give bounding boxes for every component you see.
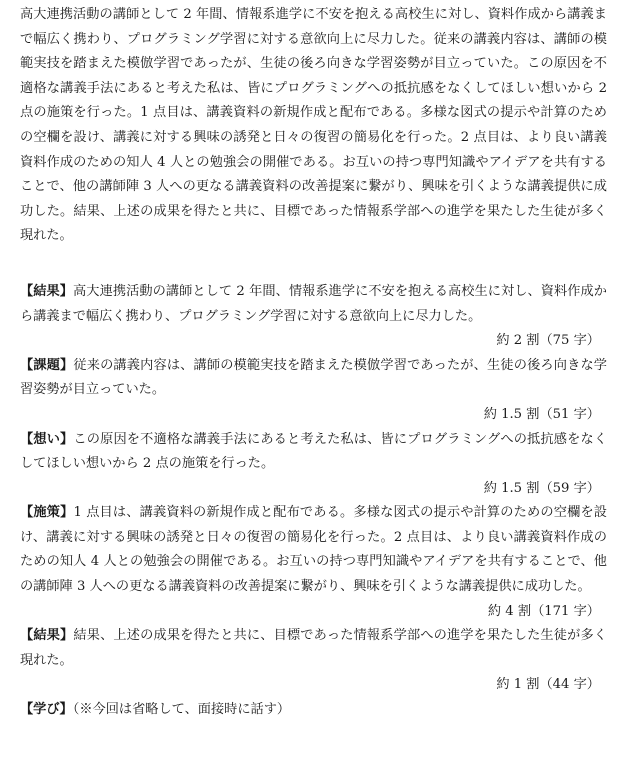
section-text: 1 点目は、講義資料の新規作成と配布である。多様な図式の提示や計算のための空欄を設け、講義に対する興味の誘発と日々の復習の簡易化を行った。2 点目は、より良い講義資料作成のための知人 4 人との勉強会の開催である。お互いの持つ専門知識やアイデアを共有することで、他の講師陣 3 人への更なる講義資料の改善提案に繋がり、興味を引くような講義提供に成功した。 <box>20 505 607 595</box>
section-text: 高大連携活動の講師として 2 年間、情報系進学に不安を抱える高校生に対し、資料作成から講義まで幅広く携わり、プログラミング学習に対する意欲向上に尽力した。 <box>20 283 607 324</box>
section-outcome <box>20 624 607 698</box>
section-body <box>20 624 607 673</box>
section-text: 従来の講義内容は、講師の模範実技を踏まえた模倣学習であったが、生徒の後ろ向きな学習姿勢が目立っていた。 <box>20 357 607 398</box>
section-tag: 【結果】 <box>20 283 74 299</box>
section-body <box>20 280 607 329</box>
intro-paragraph: 高大連携活動の講師として 2 年間、情報系進学に不安を抱える高校生に対し、資料作成から講義まで幅広く携わり、プログラミング学習に対する意欲向上に尽力した。従来の講義内容は、講師の模範実技を踏まえた模倣学習であったが、生徒の後ろ向きな学習姿勢が目立っていた。この原因を不適格な講義手法にあると考えた私は、皆にプログラミングへの抵抗感をなくしてほしい想いから 2 点の施策を行った。1 点目は、講義資料の新規作成と配布である。多様な図式の提示や計算のための空欄を設け、講義に対する興味の誘発と日々の復習の簡易化を行った。2 点目は、より良い講義資料作成のための知人 4 人との勉強会の開催である。お互いの持つ専門知識やアイデアを共有することで、他の講師陣 3 人への更なる講義資料の改善提案に繋がり、興味を引くような講義提供に成功した。結果、上述の成果を得たと共に、目標であった情報系学部への進学を果たした生徒が多く現れた。 <box>20 7 607 244</box>
section-tag: 【学び】 <box>20 702 73 718</box>
section-body <box>20 501 607 599</box>
section-tag: 【課題】 <box>20 357 74 373</box>
section-tag: 【結果】 <box>20 628 74 644</box>
section-result-intro <box>20 280 607 354</box>
section-tag: 【施策】 <box>20 505 74 521</box>
section-text: 結果、上述の成果を得たと共に、目標であった情報系学部への進学を果たした生徒が多く現れた。 <box>20 628 607 668</box>
character-count: 約 2 割（75 字） <box>496 333 600 349</box>
character-count: 約 1 割（44 字） <box>496 677 600 693</box>
section-motivation <box>20 428 607 502</box>
section-body <box>20 354 607 403</box>
section-text: （※今回は省略して、面接時に話す） <box>72 702 291 718</box>
section-issue <box>20 354 607 428</box>
character-count: 約 4 割（171 字） <box>487 603 600 619</box>
section-body <box>20 698 607 723</box>
section-measures <box>20 501 607 624</box>
section-text: この原因を不適格な講義手法にあると考えた私は、皆にプログラミングへの抵抗感をなくしてほしい想いから 2 点の施策を行った。 <box>20 431 608 472</box>
character-count: 約 1.5 割（51 字） <box>483 406 600 422</box>
paragraph-spacer <box>20 249 607 280</box>
section-body <box>20 428 607 477</box>
section-learning <box>20 698 607 723</box>
section-tag: 【想い】 <box>20 431 74 447</box>
character-count: 約 1.5 割（59 字） <box>483 480 600 496</box>
